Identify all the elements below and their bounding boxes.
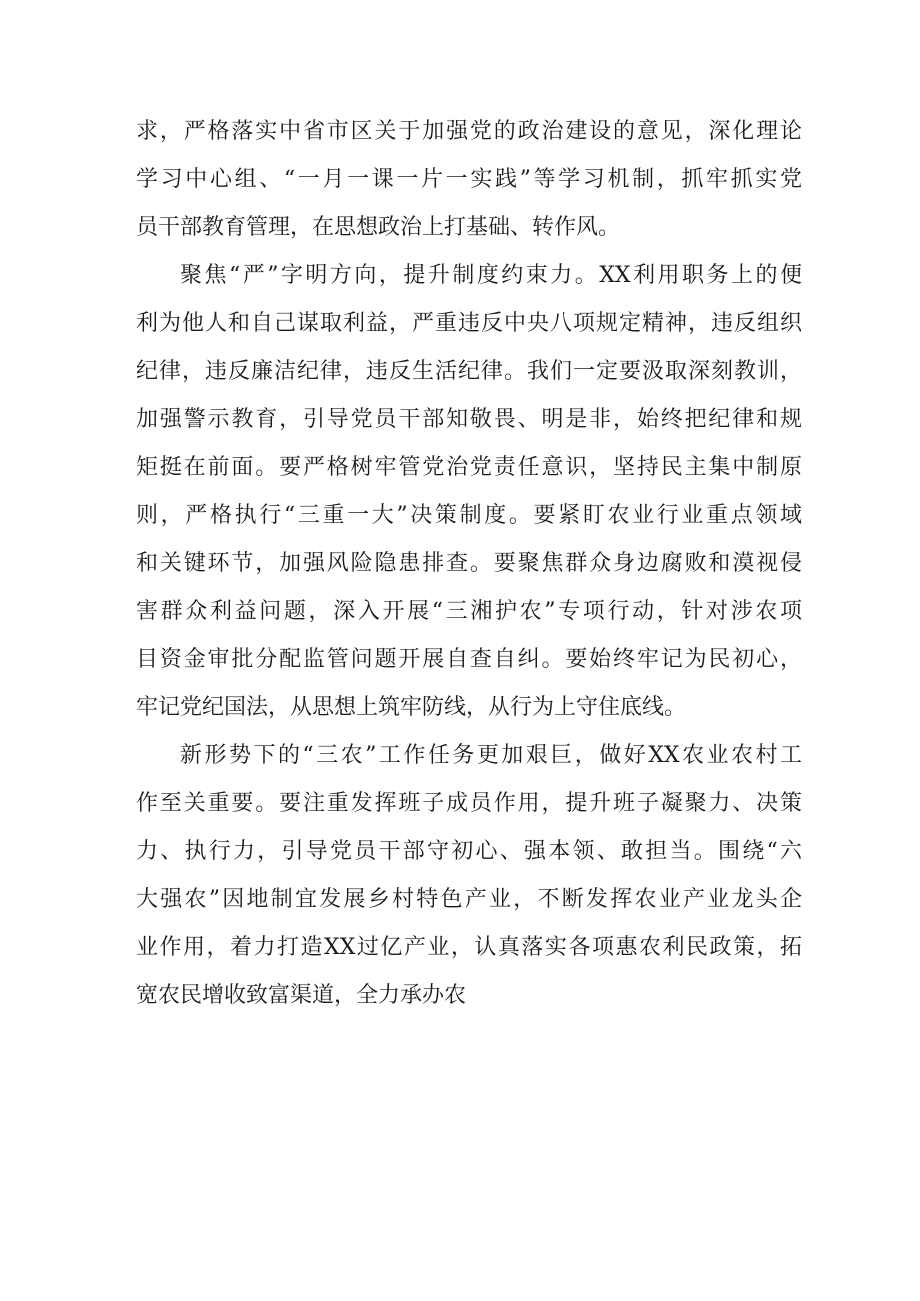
text-line: 害群众利益问题，深入开展“三湘护农”专项行动，针对涉农项: [136, 599, 802, 624]
text-line: 加强警示教育，引导党员干部知敬畏、明是非，始终把纪律和规: [136, 407, 802, 432]
document-body: [136, 108, 802, 1020]
text-line: 业作用，着力打造XX过亿产业，认真落实各项惠农利民政策，拓: [136, 935, 802, 960]
text-line: 求，严格落实中省市区关于加强党的政治建设的意见，深化理论: [136, 119, 802, 144]
text-line: 利为他人和自己谋取利益，严重违反中央八项规定精神，违反组织: [136, 311, 802, 336]
text-line: 和关键环节，加强风险隐患排查。要聚焦群众身边腐败和漠视侵: [136, 551, 802, 576]
text-line: 目资金审批分配监管问题开展自查自纠。要始终牢记为民初心，: [136, 647, 802, 672]
text-line: 宽农民增收致富渠道，全力承办农: [136, 983, 467, 1008]
text-line: 大强农”因地制宜发展乡村特色产业，不断发挥农业产业龙头企: [136, 887, 802, 912]
text-line: 纪律，违反廉洁纪律，违反生活纪律。我们一定要汲取深刻教训，: [136, 359, 802, 384]
text-line: 矩挺在前面。要严格树牢管党治党责任意识，坚持民主集中制原: [136, 455, 802, 480]
text-line: 作至关重要。要注重发挥班子成员作用，提升班子凝聚力、决策: [136, 791, 802, 816]
text-line: 员干部教育管理，在思想政治上打基础、转作风。: [136, 215, 621, 240]
text-line: 学习中心组、“一月一课一片一实践”等学习机制，抓牢抓实党: [136, 167, 802, 192]
text-line: 聚焦“严”字明方向，提升制度约束力。XX利用职务上的便: [180, 263, 802, 288]
text-line: 力、执行力，引导党员干部守初心、强本领、敢担当。围绕“六: [136, 839, 802, 864]
text-line: 牢记党纪国法，从思想上筑牢防线，从行为上守住底线。: [136, 695, 687, 720]
text-line: 新形势下的“三农”工作任务更加艰巨，做好XX农业农村工: [180, 743, 802, 768]
text-line: 则，严格执行“三重一大”决策制度。要紧盯农业行业重点领域: [136, 503, 802, 528]
